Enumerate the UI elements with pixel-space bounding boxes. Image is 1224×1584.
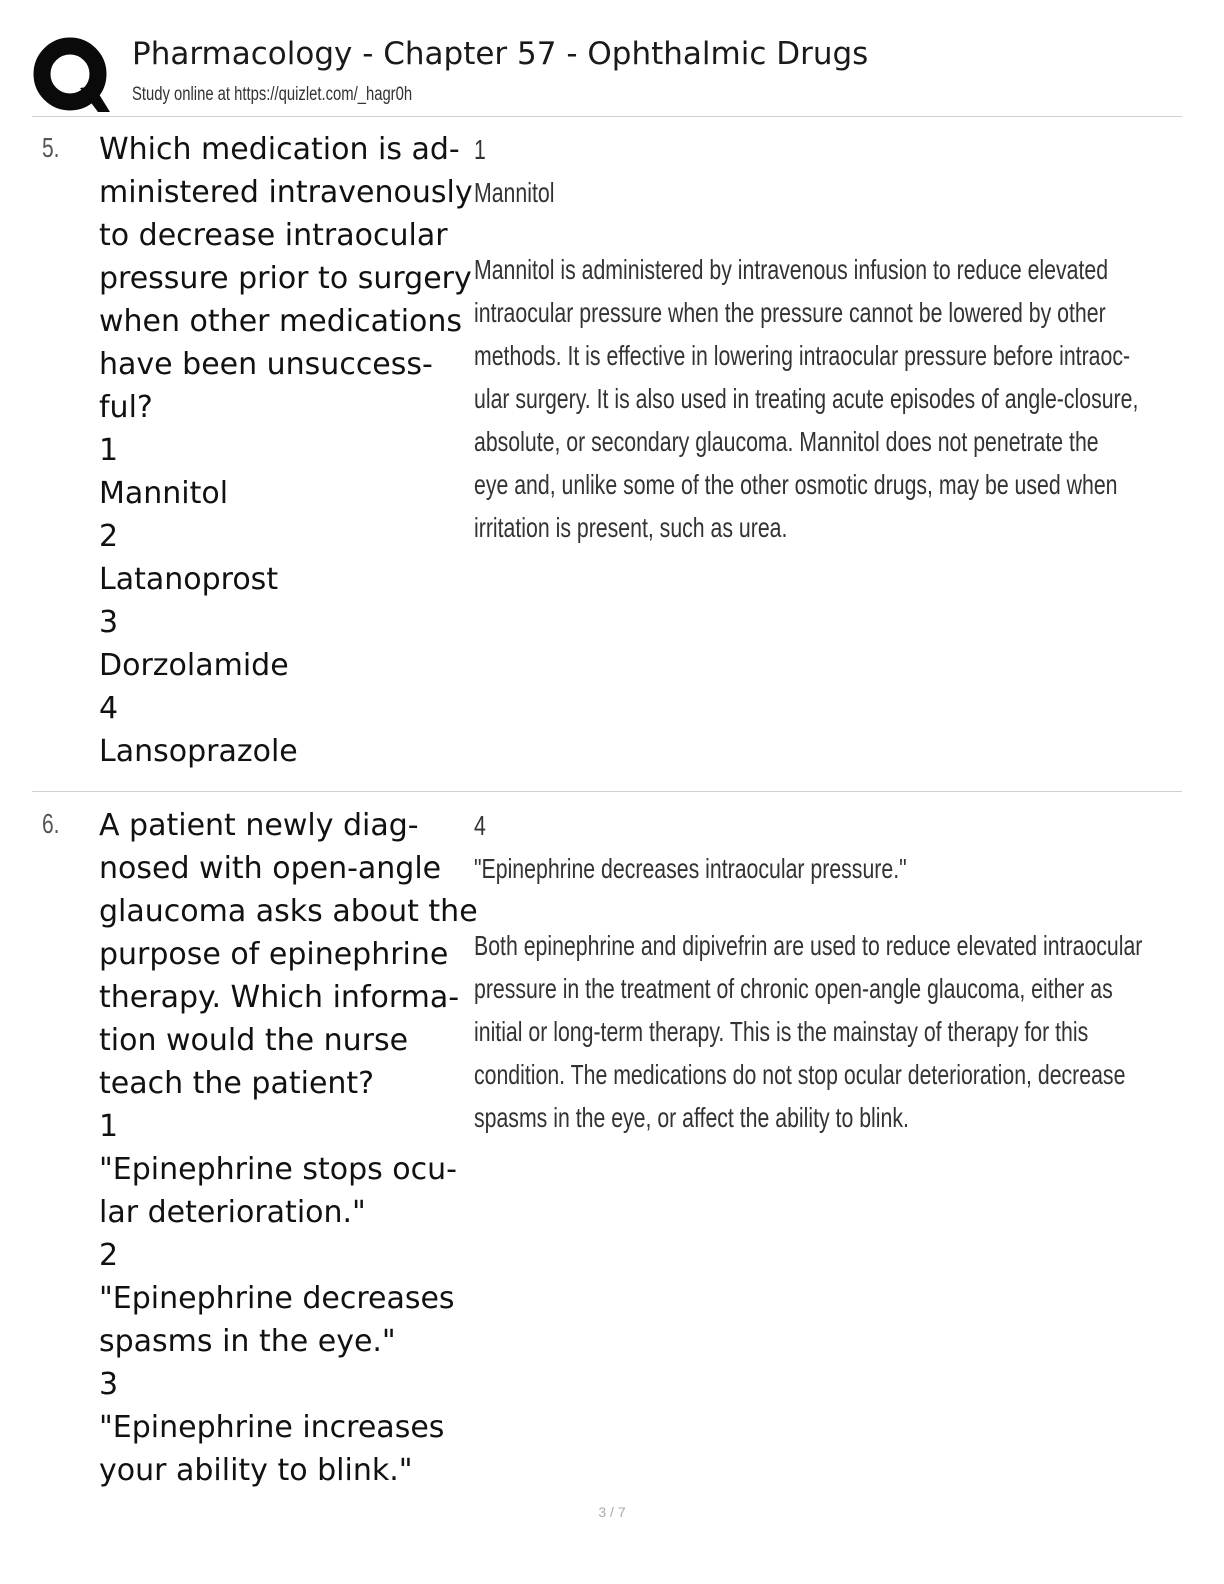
- option-text: "Epinephrine increases: [99, 1410, 445, 1445]
- rationale-line: pressure in the treatment of chronic open-angle glaucoma, either as: [474, 973, 1113, 1004]
- rationale-line: eye and, unlike some of the other osmotic drugs, may be used when: [474, 469, 1118, 500]
- option-text: "Epinephrine decreases: [99, 1281, 455, 1316]
- rationale-line: Mannitol is administered by intravenous infusion to reduce elevated: [474, 254, 1109, 285]
- question-line: ful?: [99, 390, 153, 425]
- answer-block: [474, 804, 1174, 1139]
- option-number: 2: [99, 519, 119, 554]
- option-number: 3: [99, 605, 119, 640]
- answer-text: Mannitol: [474, 177, 555, 208]
- option-text: Dorzolamide: [99, 648, 289, 683]
- question-line: therapy. Which informa-: [99, 980, 460, 1015]
- header-divider: [32, 116, 1182, 117]
- question-line: Which medication is ad-: [99, 132, 460, 167]
- question-line: tion would the nurse: [99, 1023, 409, 1058]
- option-text: Latanoprost: [99, 562, 279, 597]
- option-text: Mannitol: [99, 476, 229, 511]
- question-line: ministered intravenously: [99, 175, 473, 210]
- card-number: 5.: [42, 132, 60, 163]
- page-number: 3 / 7: [598, 1504, 626, 1520]
- answer-number: 1: [474, 134, 486, 165]
- question-line: when other medications: [99, 304, 463, 339]
- rationale-line: intraocular pressure when the pressure cannot be lowered by other: [474, 297, 1106, 328]
- option-text: Lansoprazole: [99, 734, 298, 769]
- option-text: "Epinephrine stops ocu-: [99, 1152, 457, 1187]
- option-text: your ability to blink.": [99, 1453, 413, 1488]
- question-line: teach the patient?: [99, 1066, 375, 1101]
- card-divider: [32, 791, 1182, 792]
- quizlet-logo-icon: [32, 36, 112, 116]
- option-number: 2: [99, 1238, 119, 1273]
- option-text: lar deterioration.": [99, 1195, 366, 1230]
- question-text: [99, 128, 479, 773]
- answer-text: "Epinephrine decreases intraocular pressure.": [474, 853, 907, 884]
- option-number: 4: [99, 691, 119, 726]
- option-number: 1: [99, 1109, 119, 1144]
- page-header: [32, 32, 1182, 116]
- question-line: pressure prior to surgery: [99, 261, 472, 296]
- question-line: have been unsuccess-: [99, 347, 433, 382]
- answer-block: [474, 128, 1174, 549]
- rationale-line: ular surgery. It is also used in treating acute episodes of angle-closure,: [474, 383, 1139, 414]
- question-line: glaucoma asks about the: [99, 894, 478, 929]
- question-line: purpose of epinephrine: [99, 937, 449, 972]
- option-number: 1: [99, 433, 119, 468]
- study-online-link[interactable]: Study online at https://quizlet.com/_hagr0h: [132, 84, 413, 105]
- rationale-line: spasms in the eye, or affect the ability to blink.: [474, 1102, 909, 1133]
- question-text: [99, 804, 479, 1492]
- rationale-line: absolute, or secondary glaucoma. Mannitol does not penetrate the: [474, 426, 1099, 457]
- rationale-line: irritation is present, such as urea.: [474, 512, 788, 543]
- option-number: 3: [99, 1367, 119, 1402]
- question-line: to decrease intraocular: [99, 218, 448, 253]
- question-line: nosed with open-angle: [99, 851, 442, 886]
- document-title: Pharmacology - Chapter 57 - Ophthalmic Drugs: [132, 36, 869, 72]
- rationale-line: methods. It is effective in lowering intraocular pressure before intraoc-: [474, 340, 1131, 371]
- rationale-line: condition. The medications do not stop ocular deterioration, decrease: [474, 1059, 1126, 1090]
- rationale-line: Both epinephrine and dipivefrin are used to reduce elevated intraocular: [474, 930, 1143, 961]
- rationale-line: initial or long-term therapy. This is the mainstay of therapy for this: [474, 1016, 1089, 1047]
- card-number: 6.: [42, 808, 60, 839]
- option-text: spasms in the eye.": [99, 1324, 396, 1359]
- question-line: A patient newly diag-: [99, 808, 419, 843]
- answer-number: 4: [474, 810, 486, 841]
